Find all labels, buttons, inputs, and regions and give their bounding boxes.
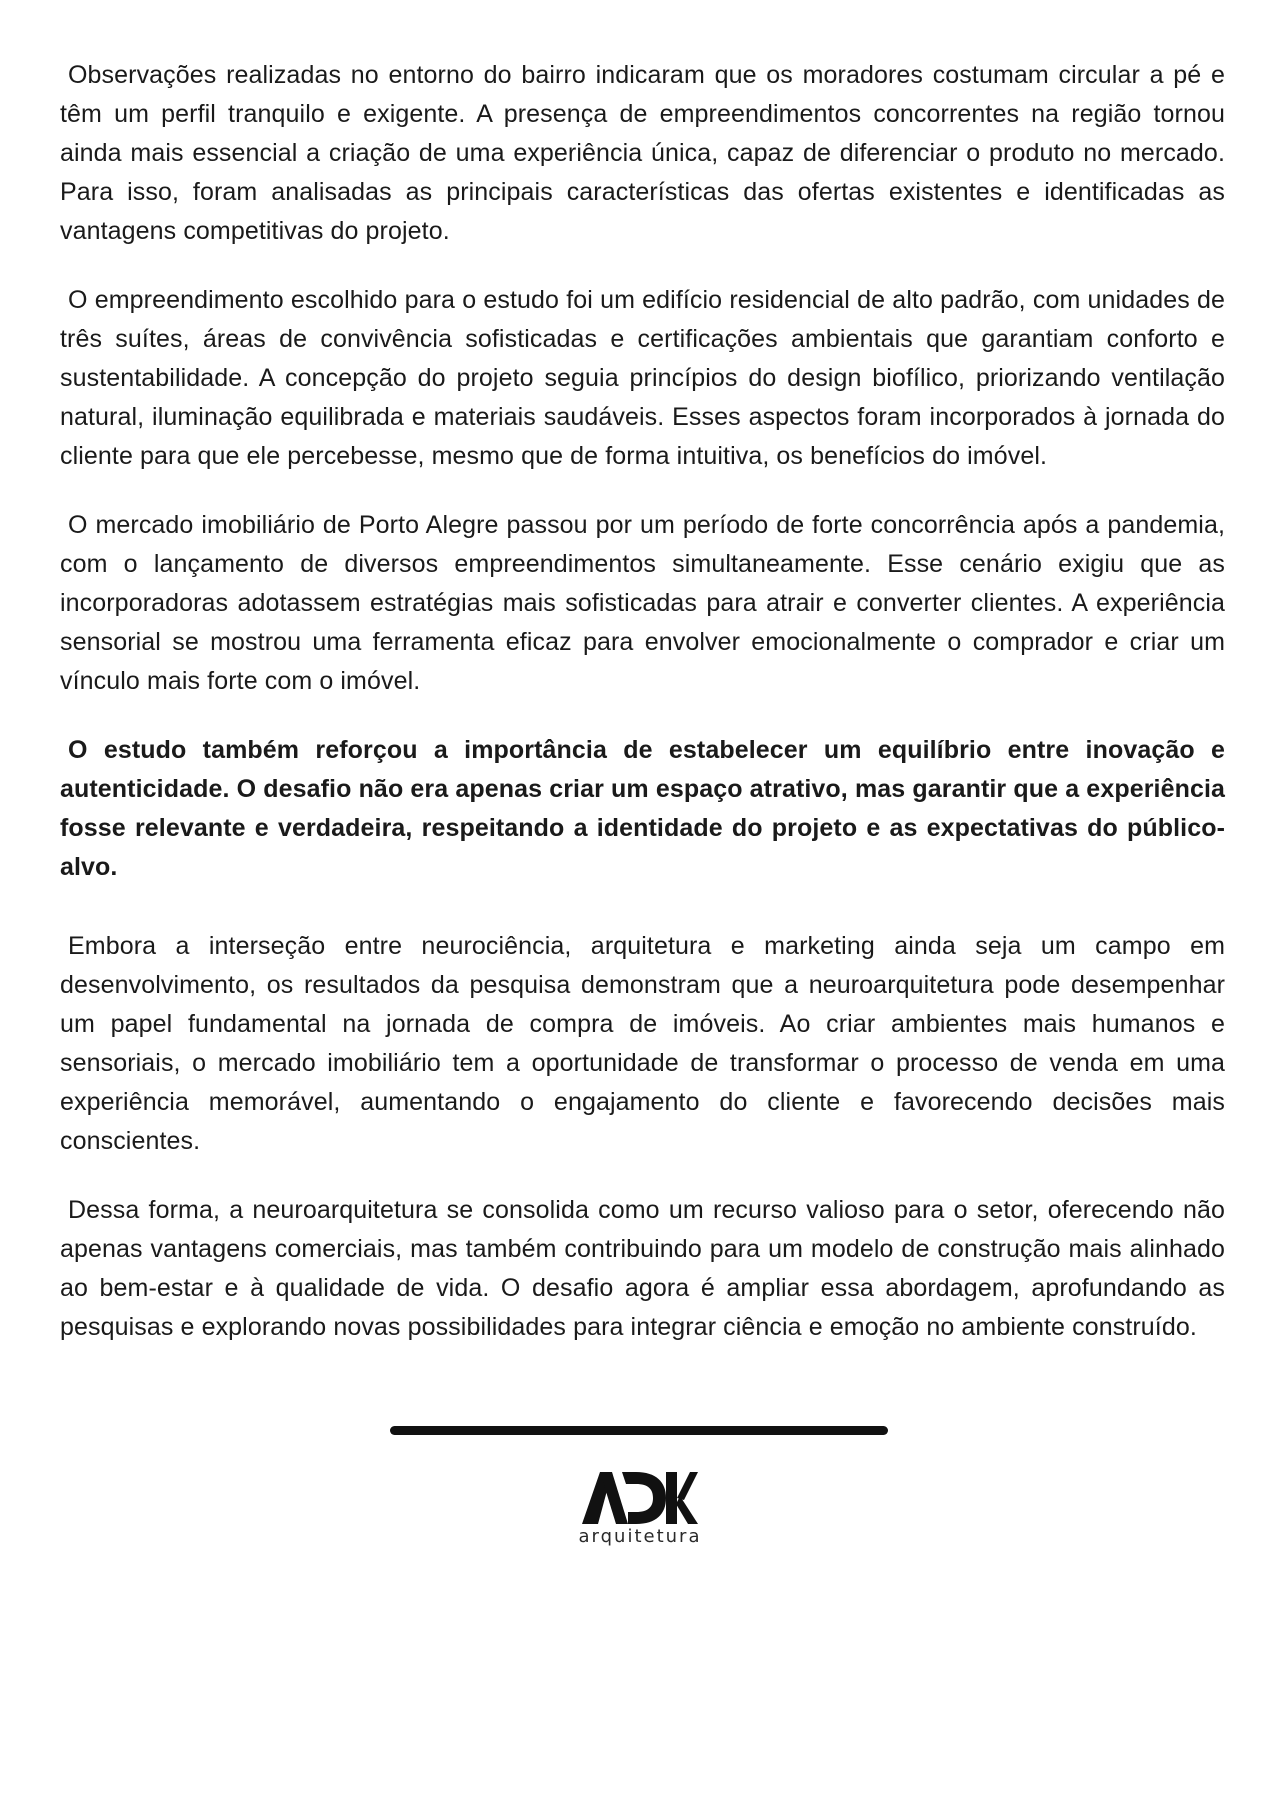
document-body [60, 56, 1225, 1377]
adk-logo [560, 1472, 720, 1547]
paragraph-3: O mercado imobiliário de Porto Alegre passou por um período de forte concorrência após a pandemia, com o lançamento de diversos empreendimentos simultaneamente. Esse cenário exigiu que as incorporadoras adotassem estratégias mais sofisticadas para atrair e converter clientes. A experiência sensorial se mostrou uma ferramenta eficaz para envolver emocionalmente o comprador e criar um vínculo mais forte com o imóvel. [60, 511, 1225, 695]
paragraph-6: Dessa forma, a neuroarquitetura se consolida como um recurso valioso para o setor, oferecendo não apenas vantagens comerciais, mas também contribuindo para um modelo de construção mais alinhado ao bem-estar e à qualidade de vida. O desafio agora é ampliar essa abordagem, aprofundando as pesquisas e explorando novas possibilidades para integrar ciência e emoção no ambiente construído. [60, 1196, 1225, 1341]
divider-line [390, 1426, 888, 1435]
paragraph-1: Observações realizadas no entorno do bairro indicaram que os moradores costumam circular a pé e têm um perfil tranquilo e exigente. A presença de empreendimentos concorrentes na região tornou ainda mais essencial a criação de uma experiência única, capaz de diferenciar o produto no mercado. Para isso, foram analisadas as principais características das ofertas existentes e identificadas as vantagens competitivas do projeto. [60, 61, 1225, 245]
paragraph-5: Embora a interseção entre neurociência, arquitetura e marketing ainda seja um campo em desenvolvimento, os resultados da pesquisa demonstram que a neuroarquitetura pode desempenhar um papel fundamental na jornada de compra de imóveis. Ao criar ambientes mais humanos e sensoriais, o mercado imobiliário tem a oportunidade de transformar o processo de venda em uma experiência memorável, aumentando o engajamento do cliente e favorecendo decisões mais conscientes. [60, 932, 1225, 1155]
adk-wordmark-icon [582, 1472, 698, 1524]
logo-subtitle: arquitetura [578, 1526, 702, 1547]
paragraph-2: O empreendimento escolhido para o estudo foi um edifício residencial de alto padrão, com unidades de três suítes, áreas de convivência sofisticadas e certificações ambientais que garantiam conforto e sustentabilidade. A concepção do projeto seguia princípios do design biofílico, priorizando ventilação natural, iluminação equilibrada e materiais saudáveis. Esses aspectos foram incorporados à jornada do cliente para que ele percebesse, mesmo que de forma intuitiva, os benefícios do imóvel. [60, 286, 1225, 470]
paragraph-4-bold: O estudo também reforçou a importância de estabelecer um equilíbrio entre inovação e autenticidade. O desafio não era apenas criar um espaço atrativo, mas garantir que a experiência fosse relevante e verdadeira, respeitando a identidade do projeto e as expectativas do público-alvo. [60, 736, 1225, 881]
logo-wordmark [640, 1524, 641, 1525]
